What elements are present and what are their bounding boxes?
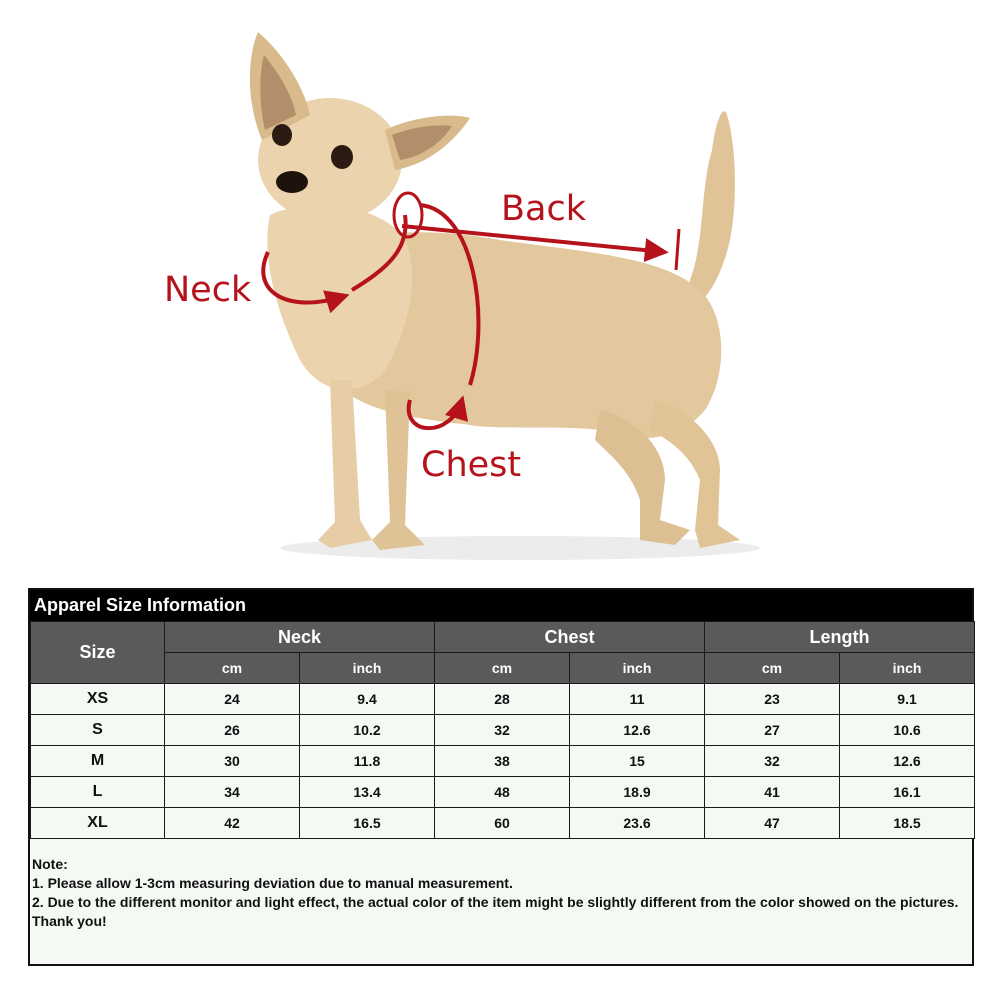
table-cell: 9.4 — [300, 684, 435, 715]
table-cell: 9.1 — [840, 684, 975, 715]
table-row — [31, 777, 975, 808]
size-grid — [30, 621, 975, 839]
table-cell: 23 — [705, 684, 840, 715]
table-cell: 18.9 — [570, 777, 705, 808]
size-chart — [28, 588, 974, 966]
table-row — [31, 715, 975, 746]
size-cell: L — [31, 777, 165, 808]
table-cell: 12.6 — [840, 746, 975, 777]
table-cell: 13.4 — [300, 777, 435, 808]
table-cell: 32 — [705, 746, 840, 777]
table-title: Apparel Size Information — [30, 590, 972, 621]
table-cell: 47 — [705, 808, 840, 839]
table-cell: 16.5 — [300, 808, 435, 839]
size-cell: S — [31, 715, 165, 746]
table-cell: 11.8 — [300, 746, 435, 777]
note-line: 1. Please allow 1-3cm measuring deviation due to manual measurement. — [32, 875, 513, 891]
table-cell: 10.6 — [840, 715, 975, 746]
table-cell: 34 — [165, 777, 300, 808]
size-cell: XL — [31, 808, 165, 839]
table-cell: 26 — [165, 715, 300, 746]
size-cell: XS — [31, 684, 165, 715]
table-cell: 60 — [435, 808, 570, 839]
notes-section — [32, 855, 962, 931]
table-cell: 11 — [570, 684, 705, 715]
table-cell: 18.5 — [840, 808, 975, 839]
chest-label: Chest — [421, 445, 522, 485]
note-line: 2. Due to the different monitor and light effect, the actual color of the item might be slightly different from the color showed on the pictures. Thank you! — [32, 894, 959, 929]
table-cell: 23.6 — [570, 808, 705, 839]
unit-header: cm — [705, 653, 840, 684]
table-cell: 16.1 — [840, 777, 975, 808]
table-cell: 30 — [165, 746, 300, 777]
chest-group-header: Chest — [435, 622, 705, 653]
table-cell: 15 — [570, 746, 705, 777]
length-group-header: Length — [705, 622, 975, 653]
table-cell: 27 — [705, 715, 840, 746]
table-cell: 42 — [165, 808, 300, 839]
table-cell: 28 — [435, 684, 570, 715]
neck-group-header: Neck — [165, 622, 435, 653]
size-cell: M — [31, 746, 165, 777]
unit-header: cm — [435, 653, 570, 684]
table-cell: 48 — [435, 777, 570, 808]
back-label: Back — [501, 189, 586, 229]
table-cell: 32 — [435, 715, 570, 746]
unit-header: cm — [165, 653, 300, 684]
table-row — [31, 808, 975, 839]
table-row — [31, 684, 975, 715]
table-cell: 41 — [705, 777, 840, 808]
neck-label: Neck — [164, 270, 252, 310]
unit-header: inch — [570, 653, 705, 684]
notes-heading: Note: — [32, 856, 68, 872]
unit-header: inch — [840, 653, 975, 684]
unit-header: inch — [300, 653, 435, 684]
table-row — [31, 746, 975, 777]
table-cell: 10.2 — [300, 715, 435, 746]
table-cell: 38 — [435, 746, 570, 777]
table-cell: 12.6 — [570, 715, 705, 746]
size-column-header: Size — [31, 622, 165, 684]
table-cell: 24 — [165, 684, 300, 715]
